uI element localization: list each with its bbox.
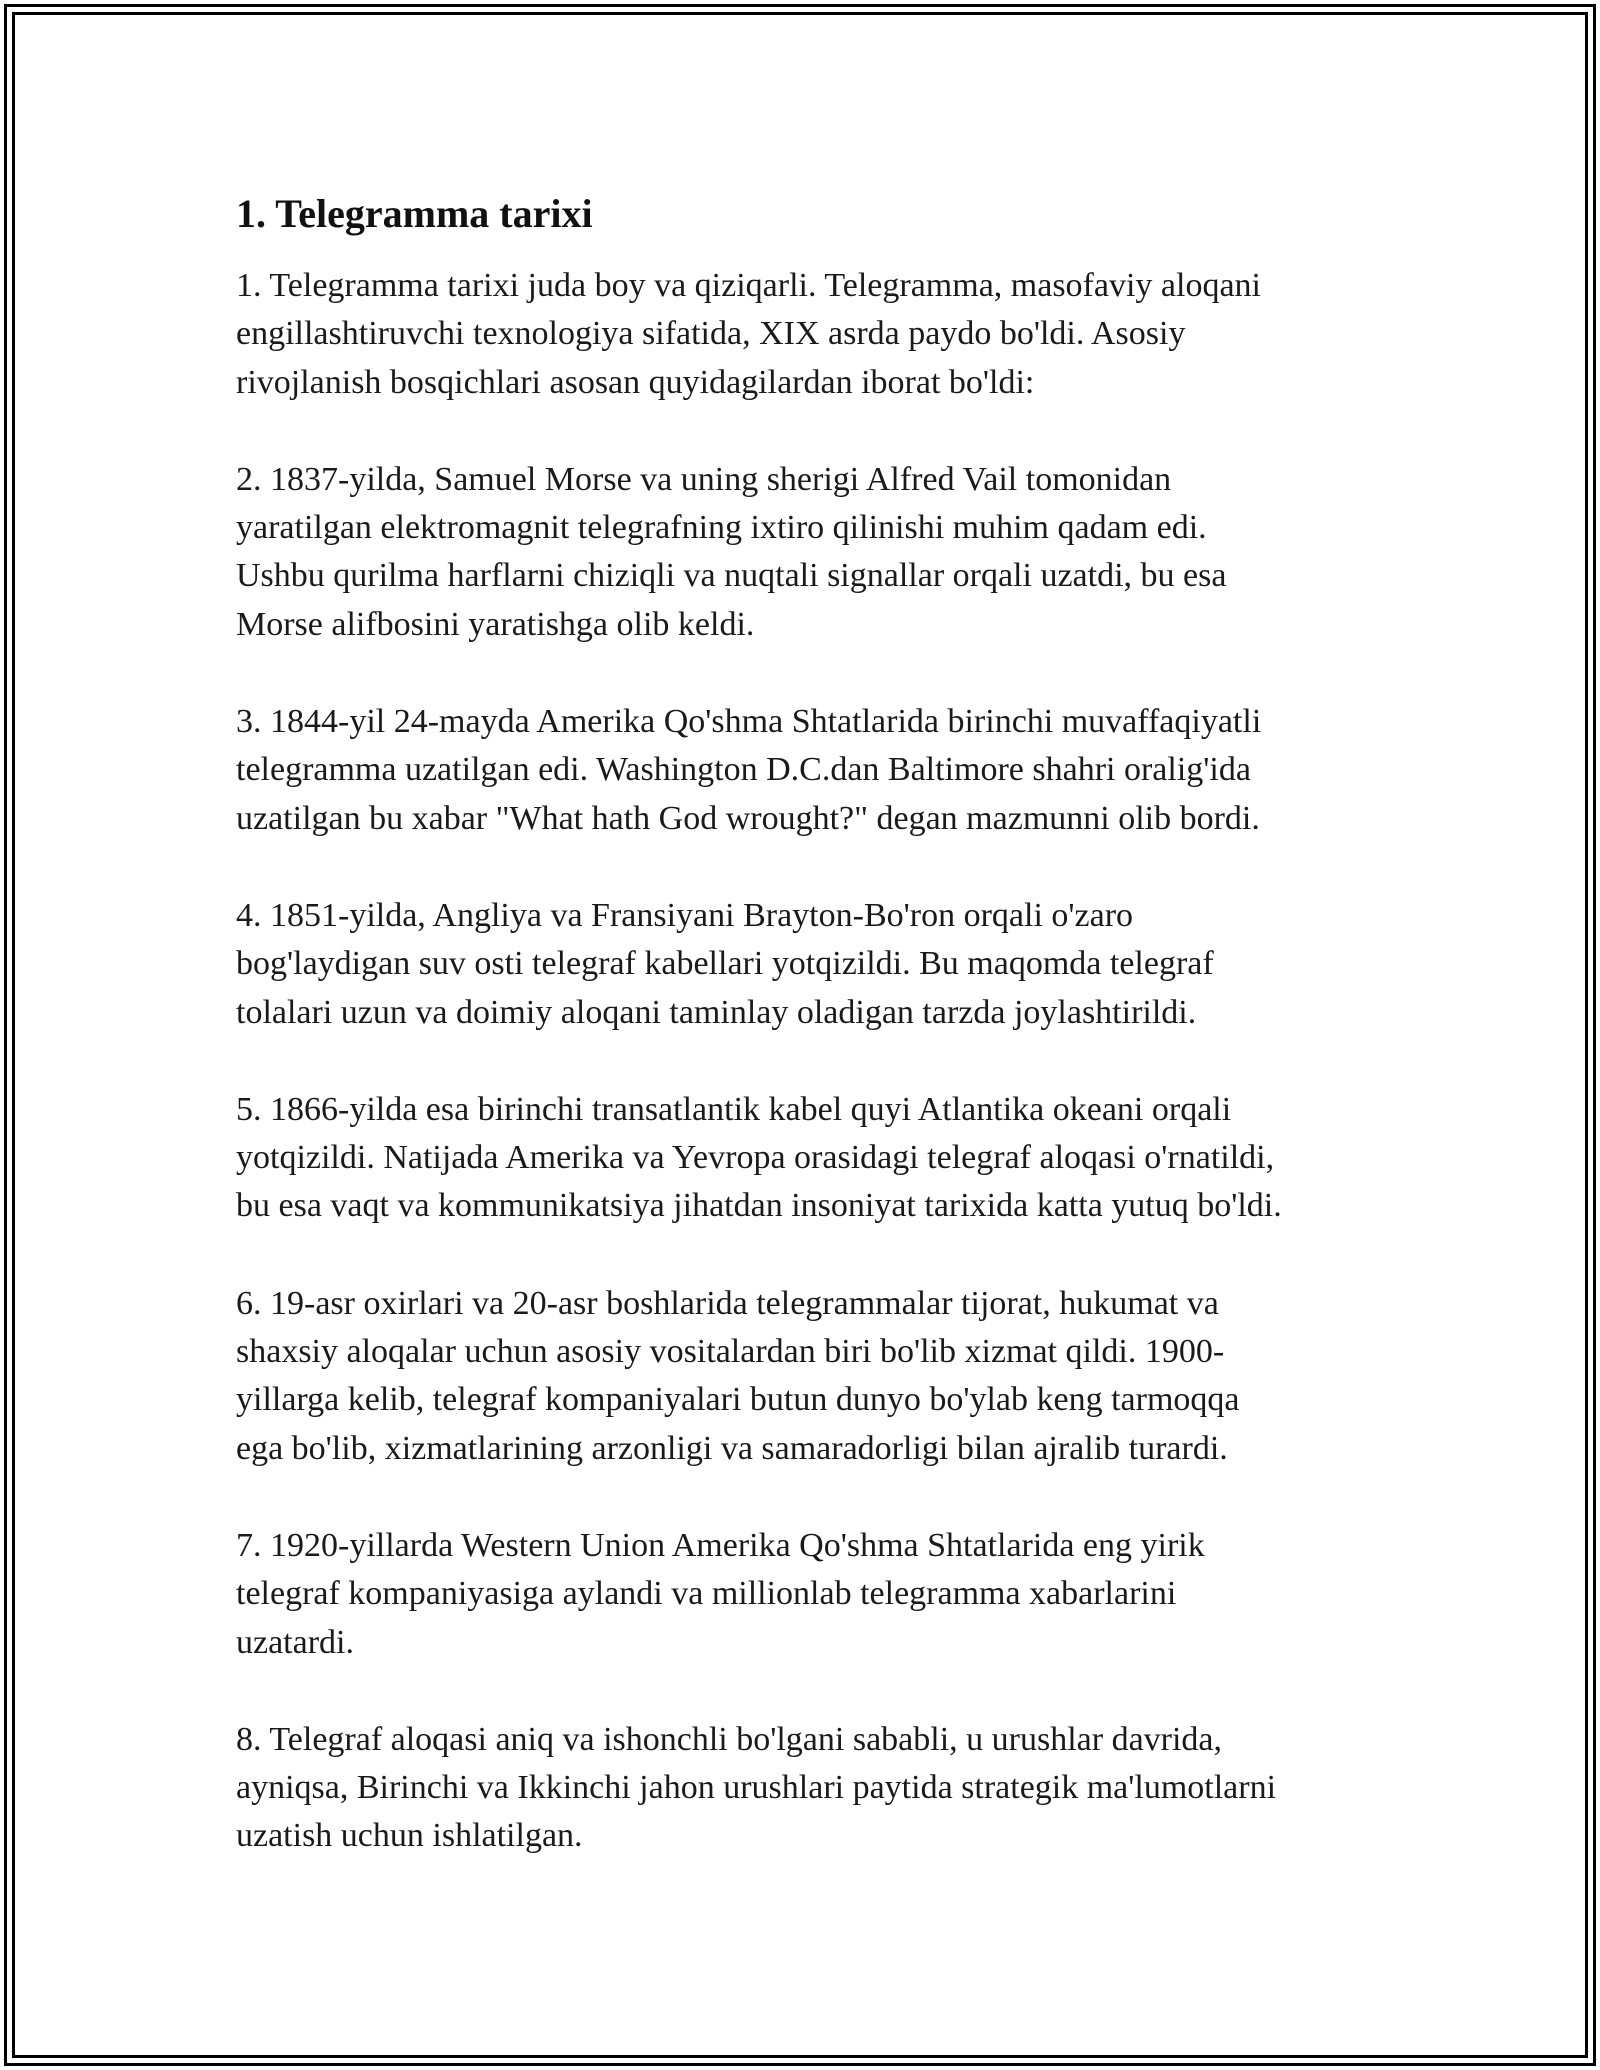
paragraph-line: 2. 1837-yilda, Samuel Morse va uning sherigi Alfred Vail tomonidan (236, 460, 1172, 498)
paragraph (236, 456, 1376, 649)
document-heading: 1. Telegramma tarixi (236, 191, 593, 236)
paragraph (236, 1086, 1376, 1231)
paragraph-line: ayniqsa, Birinchi va Ikkinchi jahon urushlari paytida strategik ma'lumotlarni (236, 1769, 1277, 1807)
paragraph (236, 698, 1376, 843)
paragraph (236, 1280, 1376, 1473)
paragraph-line: 8. Telegraf aloqasi aniq va ishonchli bo'lgani sababli, u urushlar davrida, (236, 1720, 1223, 1758)
paragraph (236, 1522, 1376, 1667)
paragraph-line: 4. 1851-yilda, Angliya va Fransiyani Brayton-Bo'ron orqali o'zaro (236, 896, 1134, 934)
paragraph-line: tolalari uzun va doimiy aloqani taminlay oladigan tarzda joylashtirildi. (236, 993, 1197, 1031)
paragraph-line: rivojlanish bosqichlari asosan quyidagilardan iborat bo'ldi: (236, 363, 1035, 401)
paragraph-line: telegramma uzatilgan edi. Washington D.C.dan Baltimore shahri oralig'ida (236, 751, 1251, 789)
paragraph-line: Morse alifbosini yaratishga olib keldi. (236, 605, 755, 643)
paragraph-line: 5. 1866-yilda esa birinchi transatlantik kabel quyi Atlantika okeani orqali (236, 1090, 1232, 1128)
paragraph-line: yillarga kelib, telegraf kompaniyalari butun dunyo bo'ylab keng tarmoqqa (236, 1381, 1240, 1419)
paragraph (236, 262, 1376, 407)
paragraph-line: ega bo'lib, xizmatlarining arzonligi va samaradorligi bilan ajralib turardi. (236, 1429, 1228, 1467)
paragraph-line: bog'laydigan suv osti telegraf kabellari yotqizildi. Bu maqomda telegraf (236, 945, 1214, 983)
paragraph (236, 1716, 1376, 1861)
paragraph-line: uzatilgan bu xabar "What hath God wrought?" degan mazmunni olib bordi. (236, 799, 1260, 837)
paragraph-line: shaxsiy aloqalar uchun asosiy vositalardan biri bo'lib xizmat qildi. 1900- (236, 1333, 1225, 1371)
paragraph-line: 3. 1844-yil 24-mayda Amerika Qo'shma Shtatlarida birinchi muvaffaqiyatli (236, 703, 1262, 741)
document-body (236, 186, 1376, 1910)
paragraph-line: uzatish uchun ishlatilgan. (236, 1817, 583, 1855)
paragraph-line: uzatardi. (236, 1623, 354, 1661)
paragraph-list (236, 262, 1376, 1861)
paragraph-line: 1. Telegramma tarixi juda boy va qiziqarli. Telegramma, masofaviy aloqani (236, 267, 1261, 304)
paragraph-line: Ushbu qurilma harflarni chiziqli va nuqtali signallar orqali uzatdi, bu esa (236, 557, 1227, 595)
paragraph-line: 7. 1920-yillarda Western Union Amerika Qo'shma Shtatlarida eng yirik (236, 1526, 1205, 1564)
paragraph-line: bu esa vaqt va kommunikatsiya jihatdan insoniyat tarixida katta yutuq bo'ldi. (236, 1187, 1282, 1225)
paragraph-line: yotqizildi. Natijada Amerika va Yevropa orasidagi telegraf aloqasi o'rnatildi, (236, 1139, 1275, 1177)
paragraph-line: engillashtiruvchi texnologiya sifatida, XIX asrda paydo bo'ldi. Asosiy (236, 315, 1186, 353)
paragraph-line: 6. 19-asr oxirlari va 20-asr boshlarida telegrammalar tijorat, hukumat va (236, 1284, 1219, 1322)
paragraph-line: yaratilgan elektromagnit telegrafning ixtiro qilinishi muhim qadam edi. (236, 509, 1207, 547)
paragraph-line: telegraf kompaniyasiga aylandi va millionlab telegramma xabarlarini (236, 1575, 1177, 1613)
paragraph (236, 892, 1376, 1037)
